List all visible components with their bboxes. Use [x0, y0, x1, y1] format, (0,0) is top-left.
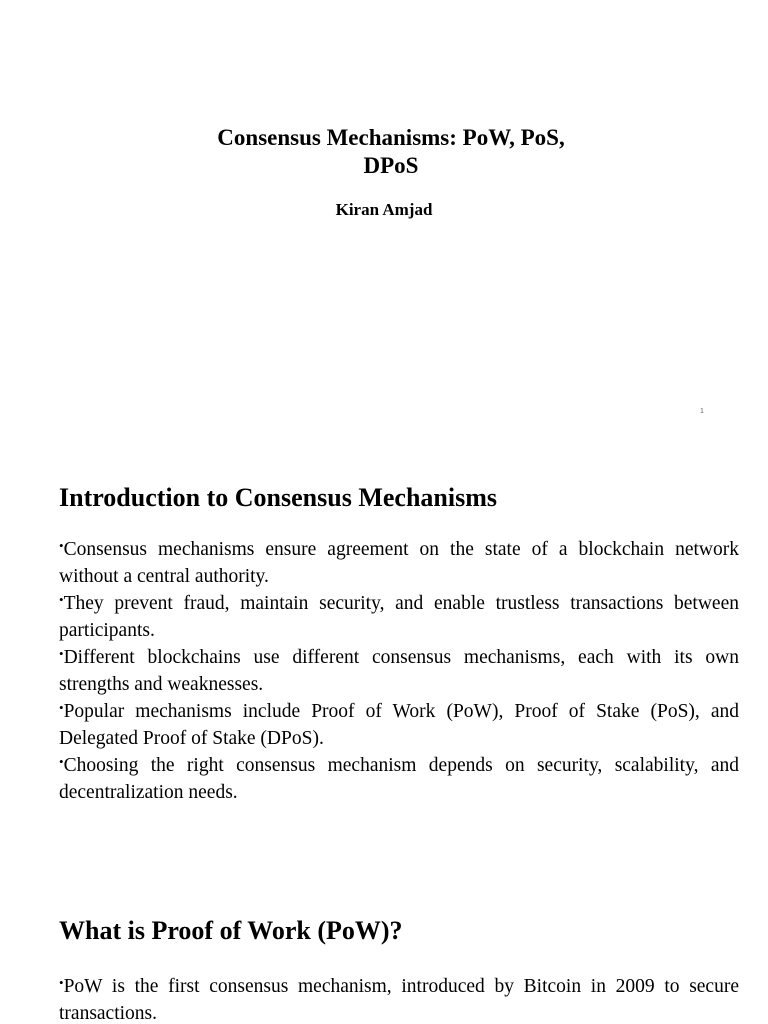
section-heading: What is Proof of Work (PoW)? [59, 916, 403, 945]
bullet-text: Consensus mechanisms ensure agreement on the state of a blockchain network without a central authority. [59, 539, 739, 587]
bullet-item [59, 644, 739, 698]
bullet-text: PoW is the first consensus mechanism, introduced by Bitcoin in 2009 to secure transactions. [59, 976, 739, 1024]
bullet-list [59, 536, 739, 806]
document-title-line-2: DPoS [363, 153, 419, 178]
slide-number: 1 [700, 408, 704, 415]
bullet-marker: • [59, 975, 64, 990]
bullet-list [59, 973, 739, 1024]
section-proof-of-work [59, 915, 739, 1024]
bullet-text: Choosing the right consensus mechanism depends on security, scalability, and decentralization needs. [59, 755, 739, 803]
section-introduction [59, 482, 739, 806]
bullet-item [59, 590, 739, 644]
author-name: Kiran Amjad [335, 200, 433, 219]
bullet-text: Popular mechanisms include Proof of Work (PoW), Proof of Stake (PoS), and Delegated Proof of Stake (DPoS). [59, 701, 739, 749]
title-slide [0, 0, 768, 440]
bullet-marker: • [59, 754, 64, 769]
bullet-marker: • [59, 700, 64, 715]
bullet-item [59, 973, 739, 1024]
bullet-item [59, 536, 739, 590]
bullet-item [59, 752, 739, 806]
bullet-text: They prevent fraud, maintain security, and enable trustless transactions between participants. [59, 593, 739, 641]
document-title [0, 124, 768, 180]
bullet-item [59, 698, 739, 752]
document-title-line-1: Consensus Mechanisms: PoW, PoS, [217, 125, 565, 150]
bullet-marker: • [59, 592, 64, 607]
bullet-marker: • [59, 646, 64, 661]
bullet-text: Different blockchains use different consensus mechanisms, each with its own strengths and weaknesses. [59, 647, 739, 695]
section-heading: Introduction to Consensus Mechanisms [59, 483, 497, 512]
bullet-marker: • [59, 538, 64, 553]
